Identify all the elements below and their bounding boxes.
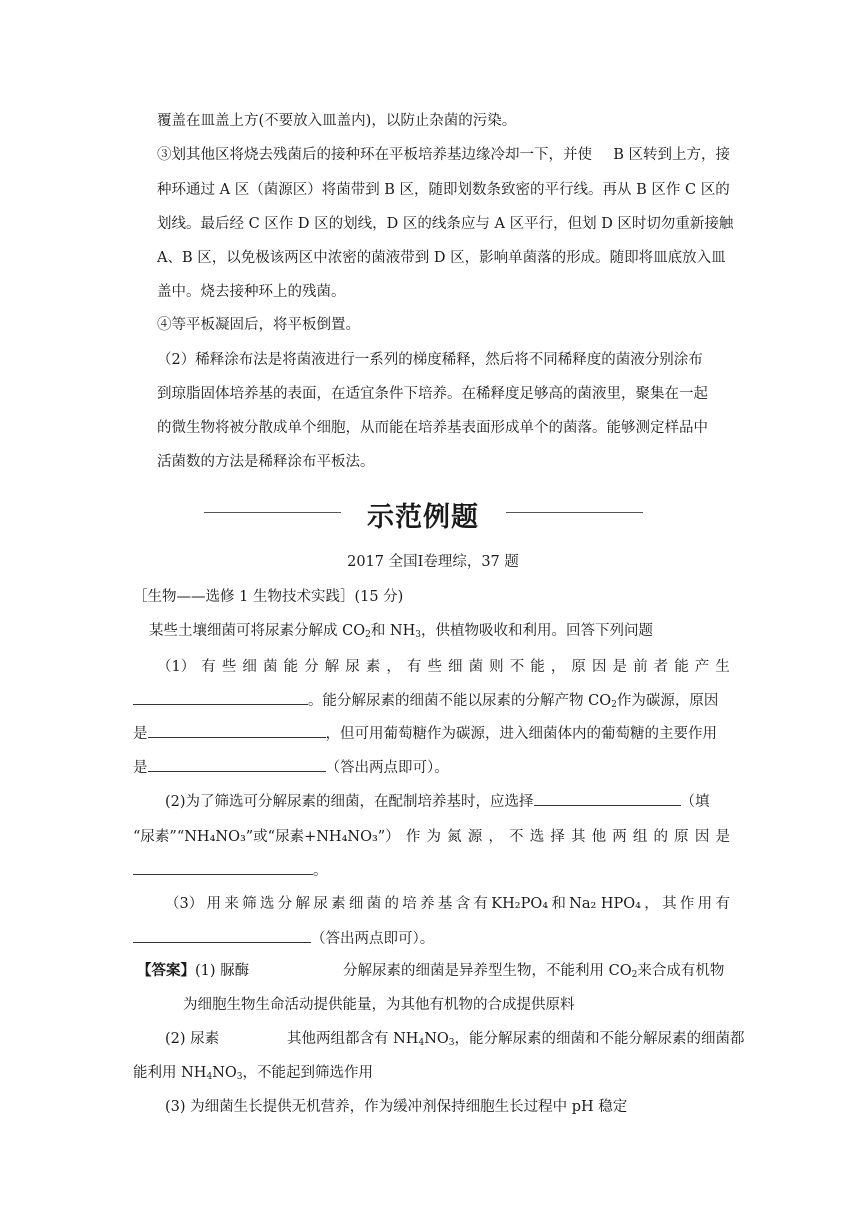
answer-blank[interactable] [133, 928, 311, 943]
text-token: 能 [283, 659, 299, 675]
subscript: 2 [631, 970, 638, 980]
text-token: 分 [277, 896, 293, 912]
text: （答出两点即可）。 [325, 760, 449, 776]
step3-line [157, 145, 730, 165]
answer-blank[interactable] [534, 791, 681, 806]
question-header: ［生物——选修 1 生物技术实践］(15 分) [133, 589, 404, 605]
text-token: 作 [405, 829, 421, 845]
text-token: 基 [437, 896, 453, 912]
text-token: 择 [550, 829, 565, 845]
text-token: 细 [242, 659, 257, 675]
text-token: 产 [694, 659, 710, 675]
text-token: 细 [448, 659, 463, 675]
text: 某些土壤细菌可将尿素分解成 CO [149, 623, 366, 639]
answer-line5: (3) 为细菌生长提供无机营养，作为缓冲剂保持细胞生长过程中 pH 稳定 [165, 1099, 628, 1115]
text-token: 些 [221, 659, 237, 675]
text-token: 他 [591, 829, 607, 845]
q3-line1 [165, 894, 730, 914]
text-token: ， [550, 659, 566, 675]
subscript: 3 [415, 630, 422, 640]
text-token: 不 [509, 829, 524, 845]
text-token: 素 [331, 896, 346, 912]
answer-label: 【答案】 [137, 962, 195, 979]
text-token: 和 [551, 896, 566, 912]
answer-line1 [137, 961, 249, 981]
answer-line2: 为细胞生物生命活动提供能量，为其他有机物的合成提供原料 [183, 997, 575, 1013]
text: 。能分解尿素的细菌不能以尿素的分解产物 CO [308, 693, 612, 709]
divider-right [506, 512, 643, 513]
text: （填 [680, 794, 710, 810]
text-token: 细 [348, 896, 364, 912]
text-token: 氮 [447, 829, 462, 845]
question-stem [149, 621, 653, 645]
subscript: 3 [236, 1072, 243, 1082]
text-token: 其 [662, 896, 677, 912]
text: ，不能起到筛选作用 [242, 1065, 373, 1081]
text-token: 筛 [242, 896, 257, 912]
step4-line: ④等平板凝固后，将平板倒置。 [157, 317, 360, 333]
text-token: 为 [426, 829, 441, 845]
step3-line: 盖中。烧去接种环上的残菌。 [157, 284, 346, 300]
text-token: 素 [365, 659, 381, 675]
text: ，供植物吸收和利用。回答下列问题 [421, 623, 654, 639]
text-token: 者 [653, 659, 669, 675]
answer-blank[interactable] [148, 723, 326, 738]
q2-line1 [165, 791, 710, 812]
step3-line: A、B 区，以免极该两区中浓密的菌液带到 D 区，影响单菌落的形成。随即将皿底放入皿 [157, 250, 726, 266]
text-token: 前 [633, 659, 648, 675]
answer-blank[interactable] [133, 860, 313, 875]
text-token: 用 [206, 896, 222, 912]
text-token: 菌 [366, 896, 382, 912]
text-token: 有 [201, 659, 216, 675]
q1-line4 [133, 757, 449, 778]
step3-line: 划线。最后经 C 区作 D 区的划线，D 区的线条应与 A 区平行，但划 D 区时切勿重新接触 [157, 216, 734, 232]
answer-line4 [133, 1063, 373, 1087]
text-token: 其 [570, 829, 586, 845]
text: 作为碳源，原因 [616, 693, 719, 709]
text-token: 生 [715, 659, 730, 675]
text-token: 因 [591, 659, 607, 675]
text-token: 来 [224, 896, 239, 912]
text: 。 [313, 863, 328, 879]
text-token: 两 [612, 829, 627, 845]
text-token: 是 [715, 829, 730, 845]
subscript: 2 [611, 700, 617, 710]
text-token: 有 [715, 896, 730, 912]
text-token: ， [644, 896, 659, 912]
q2-line3 [133, 860, 328, 881]
text-token: 些 [427, 659, 442, 675]
text-token: ， [386, 659, 401, 675]
text-token: 尿 [345, 659, 360, 675]
paragraph-line: 覆盖在皿盖上方(不要放入皿盖内)，以防止杂菌的污染。 [157, 113, 517, 129]
text: ，能分解尿素的细菌和不能分解尿素的细菌都 [454, 1031, 745, 1047]
text: 其他两组都含有 NH [287, 1031, 419, 1047]
question-source: 2017 全国Ⅰ卷理综，37 题 [347, 554, 519, 570]
text: 和 NH [370, 623, 416, 639]
text-token: 解 [295, 896, 311, 912]
text-token: Na₂ HPO₄ [569, 896, 641, 912]
text: 是 [133, 760, 148, 776]
text-token: 菌 [262, 659, 278, 675]
text-token: KH₂PO₄ [491, 896, 549, 912]
text-token: 选 [529, 829, 545, 845]
text-token: 能 [530, 659, 545, 675]
text: 来合成有机物 [637, 963, 725, 979]
text-token: （1） [157, 659, 196, 675]
q1-line3 [133, 723, 717, 744]
q1-line2 [133, 690, 718, 715]
text-token: 源 [467, 829, 483, 845]
text: ③划其他区将烧去残菌后的接种环在平板培养基边缘冷却一下，并使 [157, 147, 592, 163]
answer-line3-text [287, 1029, 745, 1053]
answer-blank[interactable] [148, 757, 326, 772]
text: 是 [133, 726, 148, 742]
text-token: 含 [455, 896, 471, 912]
answer-blank[interactable] [133, 690, 308, 705]
q1-line1 [157, 657, 730, 677]
text: (2)为了筛选可分解尿素的细菌，在配制培养基时，应选择 [165, 794, 534, 810]
text-token: 的 [653, 829, 669, 845]
text: （答出两点即可）。 [311, 931, 435, 947]
text: B 区转到上方，接 [613, 147, 730, 163]
text-token: 能 [674, 659, 689, 675]
paragraph-line: 活菌数的方法是稀释涂布平板法。 [157, 454, 375, 470]
text: ，但可用葡萄糖作为碳源，进入细菌体内的葡萄糖的主要作用 [325, 726, 717, 742]
paragraph-line: 的微生物将被分散成单个细胞，从而能在培养基表面形成单个的菌落。能够测定样品中 [157, 420, 708, 436]
text: NO [424, 1031, 449, 1047]
text-token: 养 [420, 896, 435, 912]
q2-line2 [133, 827, 730, 847]
text-token: 原 [571, 659, 586, 675]
text-token: 则 [489, 659, 504, 675]
text-token: “尿素”“NH₄NO₃”或“尿素+NH₄NO₃”） [133, 829, 400, 845]
q3-line2 [133, 928, 434, 949]
paragraph-line: （2）稀释涂布法是将菌液进行一系列的梯度稀释，然后将不同稀释度的菌液分别涂布 [157, 352, 703, 368]
answer-line1-text [343, 961, 724, 985]
subscript: 4 [418, 1038, 425, 1048]
text-token: 有 [473, 896, 488, 912]
text-token: 分 [304, 659, 319, 675]
text-token: 因 [694, 829, 710, 845]
text-token: 选 [259, 896, 275, 912]
text-token: 不 [509, 659, 525, 675]
text-token: ， [488, 829, 503, 845]
text-token: 尿 [313, 896, 328, 912]
text-token: 的 [384, 896, 399, 912]
text: 能利用 NH [133, 1065, 207, 1081]
text-token: 原 [674, 829, 689, 845]
text-token: 用 [697, 896, 713, 912]
text-token: （3） [165, 896, 204, 912]
text-token: 有 [406, 659, 422, 675]
text-token: 是 [612, 659, 628, 675]
text-token: 解 [324, 659, 340, 675]
section-title: 示范例题 [367, 502, 479, 533]
text-token: 培 [402, 896, 417, 912]
step3-line: 种环通过 A 区（菌源区）将菌带到 B 区，随即划数条致密的平行线。再从 B 区作 C 区的 [157, 182, 730, 198]
divider-left [204, 512, 341, 513]
text-token: 作 [679, 896, 695, 912]
answer-line3: (2) 尿素 [165, 1031, 220, 1047]
subscript: 3 [448, 1038, 455, 1048]
text-token: 菌 [468, 659, 484, 675]
text: 分解尿素的细菌是异养型生物，不能利用 CO [343, 963, 632, 979]
text: (1) 脲酶 [195, 963, 250, 979]
paragraph-line: 到琼脂固体培养基的表面，在适宜条件下培养。在稀释度足够高的菌液里，聚集在一起 [157, 386, 708, 402]
text-token: 组 [632, 829, 648, 845]
subscript: 4 [206, 1072, 213, 1082]
text: NO [212, 1065, 237, 1081]
subscript: 2 [365, 630, 371, 640]
